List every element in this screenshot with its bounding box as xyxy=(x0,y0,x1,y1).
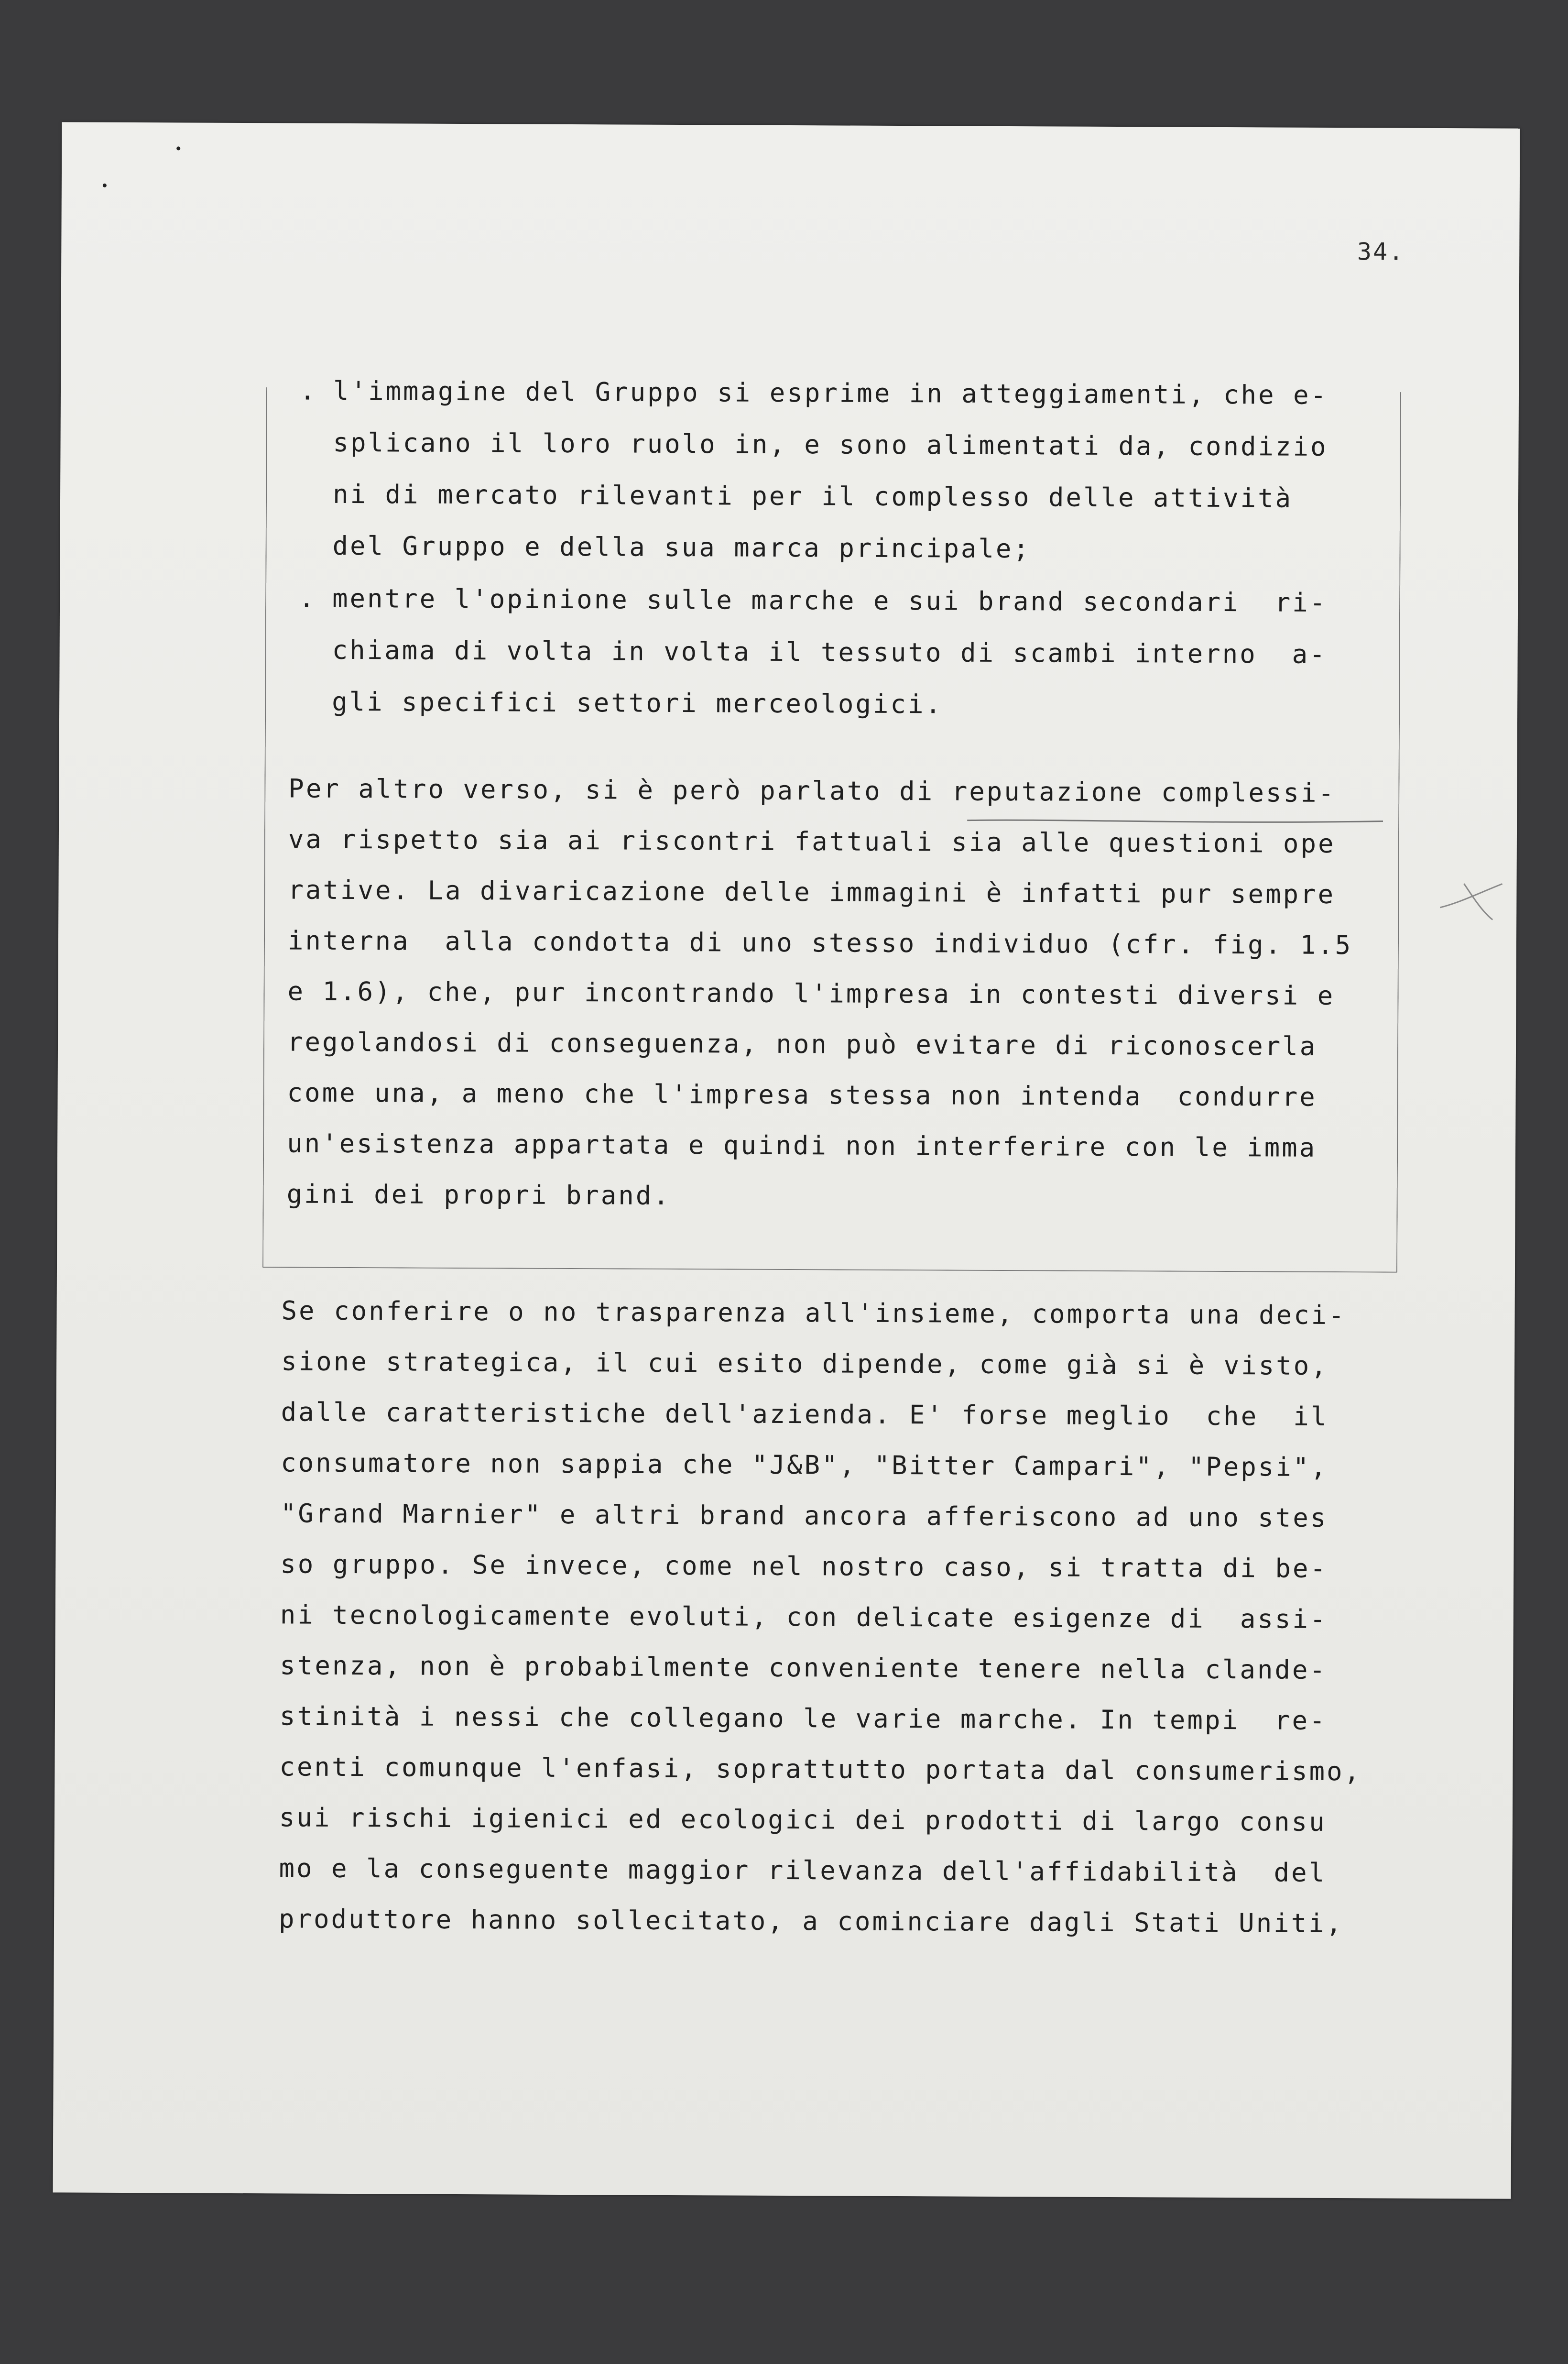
boxed-paragraph-line: gini dei propri brand. xyxy=(286,1179,671,1211)
boxed-paragraph-line: rative. La divaricazione delle immagini è infatti pur sempre xyxy=(288,875,1336,910)
bullet-line: gli specifici settori merceologici. xyxy=(332,686,943,720)
page-number: 34. xyxy=(1357,238,1405,266)
body-paragraph-line: mo e la conseguente maggior rilevanza dell'affidabilità del xyxy=(279,1853,1327,1888)
boxed-paragraph-line: interna alla condotta di uno stesso individuo (cfr. fig. 1.5 xyxy=(287,925,1353,961)
body-paragraph-line: sione strategica, il cui esito dipende, come già si è visto, xyxy=(281,1346,1328,1381)
body-paragraph-line: dalle caratteristiche dell'azienda. E' forse meglio che il xyxy=(281,1397,1328,1432)
bullet-line: splicano il loro ruolo in, e sono alimentati da, condizio xyxy=(333,427,1328,462)
body-paragraph-line: centi comunque l'enfasi, soprattutto portata dal consumerismo, xyxy=(279,1751,1362,1787)
bullet-marker: . xyxy=(299,375,317,406)
body-paragraph-line: stenza, non è probabilmente conveniente tenere nella clande- xyxy=(280,1650,1328,1685)
boxed-paragraph-line: un'esistenza appartata e quindi non interferire con le imma xyxy=(287,1128,1317,1163)
boxed-paragraph-line: regolandosi di conseguenza, non può evitare di riconoscerla xyxy=(287,1027,1318,1062)
body-paragraph-line: "Grand Marnier" e altri brand ancora afferiscono ad uno stes xyxy=(280,1498,1328,1533)
paper-sheet xyxy=(53,122,1520,2199)
stray-mark xyxy=(176,146,180,150)
body-paragraph-line: sui rischi igienici ed ecologici dei prodotti di largo consu xyxy=(279,1802,1327,1837)
body-paragraph-line: produttore hanno sollecitato, a cominciare dagli Stati Uniti, xyxy=(278,1904,1344,1939)
body-paragraph-line: consumatore non sappia che "J&B", "Bitter Campari", "Pepsi", xyxy=(281,1447,1328,1482)
boxed-paragraph-line: va rispetto sia ai riscontri fattuali sia alle questioni ope xyxy=(288,824,1336,859)
body-paragraph-line: stinità i nessi che collegano le varie marche. In tempi re- xyxy=(279,1701,1327,1736)
pencil-check-mark xyxy=(1435,874,1507,927)
bullet-line: chiama di volta in volta il tessuto di scambi interno a- xyxy=(332,635,1327,669)
bullet-line: ni di mercato rilevanti per il complesso delle attività xyxy=(332,479,1293,514)
pencil-underline xyxy=(967,815,1383,831)
bullet-marker: . xyxy=(298,583,316,613)
boxed-paragraph-line: come una, a meno che l'impresa stessa non intenda condurre xyxy=(287,1077,1317,1112)
bullet-line: mentre l'opinione sulle marche e sui brand secondari ri- xyxy=(332,583,1328,618)
boxed-paragraph-line: e 1.6), che, pur incontrando l'impresa in contesti diversi e xyxy=(287,976,1335,1011)
boxed-paragraph-line: Per altro verso, si è però parlato di reputazione complessi- xyxy=(288,773,1336,809)
bullet-line: del Gruppo e della sua marca principale; xyxy=(332,530,1031,564)
bullet-line: l'immagine del Gruppo si esprime in atteggiamenti, che e- xyxy=(333,375,1328,410)
body-paragraph-line: so gruppo. Se invece, come nel nostro caso, si tratta di be- xyxy=(280,1549,1328,1584)
stray-mark xyxy=(103,184,107,187)
body-paragraph-line: Se conferire o no trasparenza all'insieme, comporta una deci- xyxy=(281,1295,1346,1331)
body-paragraph-line: ni tecnologicamente evoluti, con delicate esigenze di assi- xyxy=(280,1599,1328,1634)
